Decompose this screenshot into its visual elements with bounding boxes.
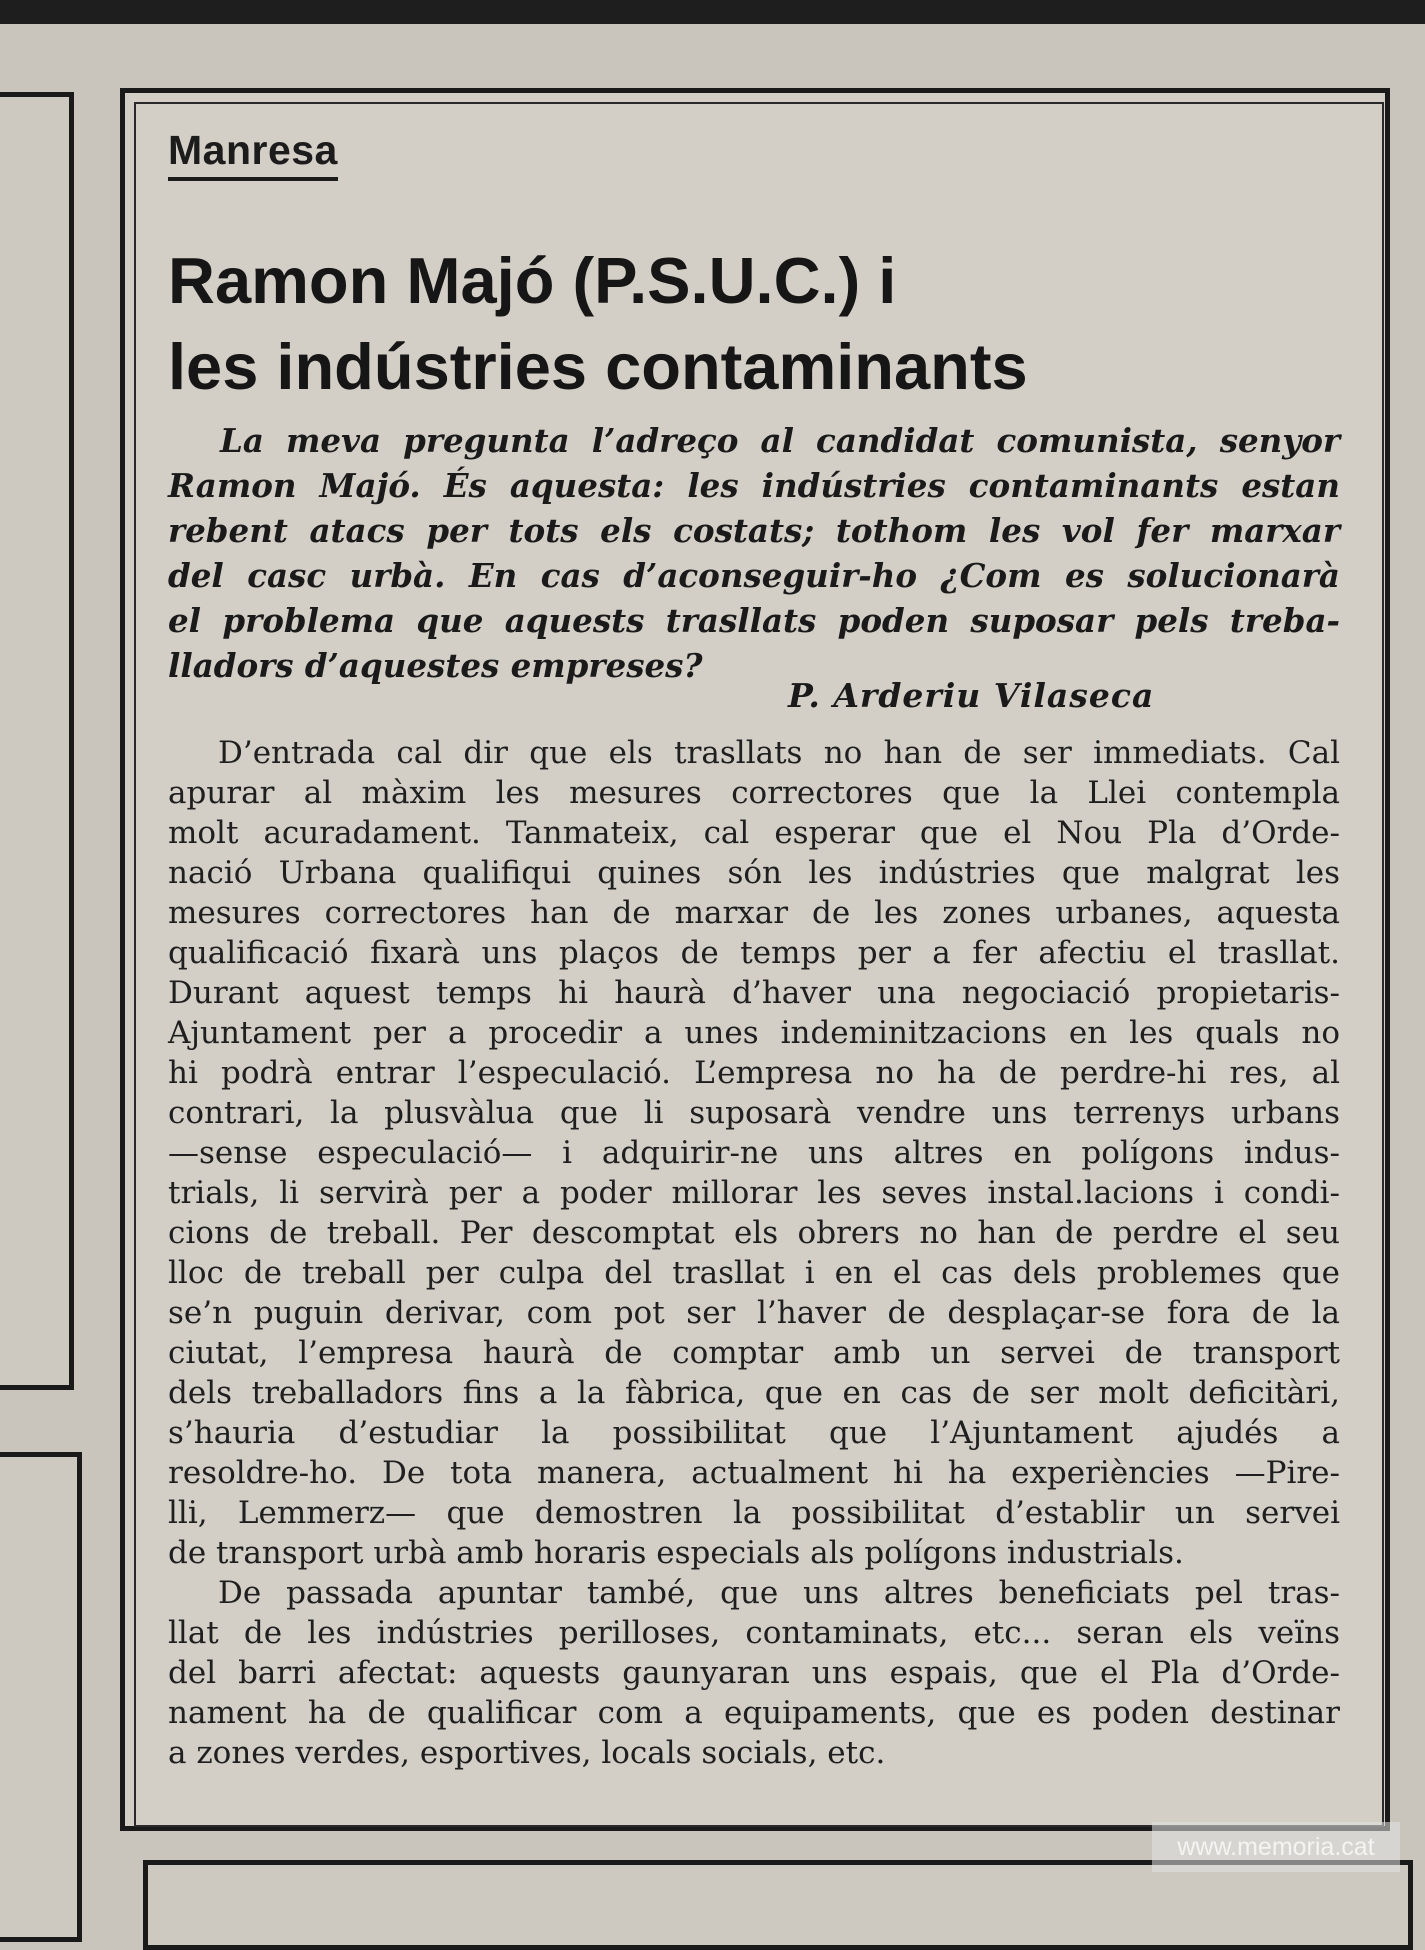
body-line: Ajuntament per a procedir a unes indeminitzacions en les quals no xyxy=(168,1015,1340,1051)
body-line: nament ha de qualificar com a equipaments, que es poden destinar xyxy=(168,1695,1340,1731)
body-line: mesures correctores han de marxar de les zones urbanes, aquesta xyxy=(168,895,1340,931)
body-line: hi podrà entrar l’especulació. L’empresa no ha de perdre-hi res, al xyxy=(168,1055,1340,1091)
question-line: Ramon Majó. És aquesta: les indústries contaminants estan xyxy=(168,466,1340,505)
body-line: trials, li servirà per a poder millorar les seves instal.lacions i condi- xyxy=(168,1175,1340,1211)
body-line: nació Urbana qualifiqui quines són les indústries que malgrat les xyxy=(168,855,1340,891)
question-line: lladors d’aquestes empreses? xyxy=(168,646,703,685)
body-line: de transport urbà amb horaris especials als polígons industrials. xyxy=(168,1535,1184,1571)
answer-body xyxy=(168,733,1340,1773)
body-line: De passada apuntar també, que uns altres beneficiats pel tras- xyxy=(218,1575,1340,1611)
body-line: —sense especulació— i adquirir-ne uns altres en polígons indus- xyxy=(168,1135,1340,1171)
body-line: qualificació fixarà uns plaços de temps per a fer afectiu el trasllat. xyxy=(168,935,1340,971)
watermark: www.memoria.cat xyxy=(1152,1822,1400,1872)
body-line: dels treballadors fins a la fàbrica, que en cas de ser molt deficitàri, xyxy=(168,1375,1340,1411)
reader-question xyxy=(168,418,1340,688)
body-line: del barri afectat: aquests gaunyaran uns espais, que el Pla d’Orde- xyxy=(168,1655,1340,1691)
adjacent-column-frame xyxy=(0,92,74,1390)
body-line: s’hauria d’estudiar la possibilitat que l’Ajuntament ajudés a xyxy=(168,1415,1340,1451)
question-line: del casc urbà. En cas d’aconseguir-ho ¿Com es solucionarà xyxy=(168,556,1340,595)
headline xyxy=(168,238,1348,410)
question-line: La meva pregunta l’adreço al candidat comunista, senyor xyxy=(220,421,1340,460)
body-line: apurar al màxim les mesures correctores que la Llei contempla xyxy=(168,775,1340,811)
body-line: D’entrada cal dir que els trasllats no han de ser immediats. Cal xyxy=(218,735,1340,771)
next-article-frame xyxy=(143,1860,1413,1950)
body-line: llat de les indústries perilloses, contaminats, etc... seran els veïns xyxy=(168,1615,1340,1651)
section-label: Manresa xyxy=(168,128,338,181)
body-line: lli, Lemmerz— que demostren la possibilitat d’establir un servei xyxy=(168,1495,1340,1531)
question-line: rebent atacs per tots els costats; tothom les vol fer marxar xyxy=(168,511,1340,550)
question-line: el problema que aquests trasllats poden suposar pels treba- xyxy=(168,601,1340,640)
page-top-rule xyxy=(0,0,1425,24)
body-line: se’n puguin derivar, com pot ser l’haver de desplaçar-se fora de la xyxy=(168,1295,1340,1331)
body-line: contrari, la plusvàlua que li suposarà vendre uns terrenys urbans xyxy=(168,1095,1340,1131)
question-signature: P. Arderiu Vilaseca xyxy=(788,676,1155,715)
body-line: lloc de treball per culpa del trasllat i en el cas dels problemes que xyxy=(168,1255,1340,1291)
body-line: resoldre-ho. De tota manera, actualment hi ha experiències —Pire- xyxy=(168,1455,1340,1491)
adjacent-column-frame-lower xyxy=(0,1452,82,1942)
body-line: ciutat, l’empresa haurà de comptar amb un servei de transport xyxy=(168,1335,1340,1371)
headline-line: Ramon Majó (P.S.U.C.) i xyxy=(168,244,897,317)
body-line: a zones verdes, esportives, locals socials, etc. xyxy=(168,1735,886,1771)
body-line: molt acuradament. Tanmateix, cal esperar que el Nou Pla d’Orde- xyxy=(168,815,1340,851)
body-line: Durant aquest temps hi haurà d’haver una negociació propietaris- xyxy=(168,975,1340,1011)
headline-line: les indústries contaminants xyxy=(168,330,1028,403)
body-line: cions de treball. Per descomptat els obrers no han de perdre el seu xyxy=(168,1215,1340,1251)
